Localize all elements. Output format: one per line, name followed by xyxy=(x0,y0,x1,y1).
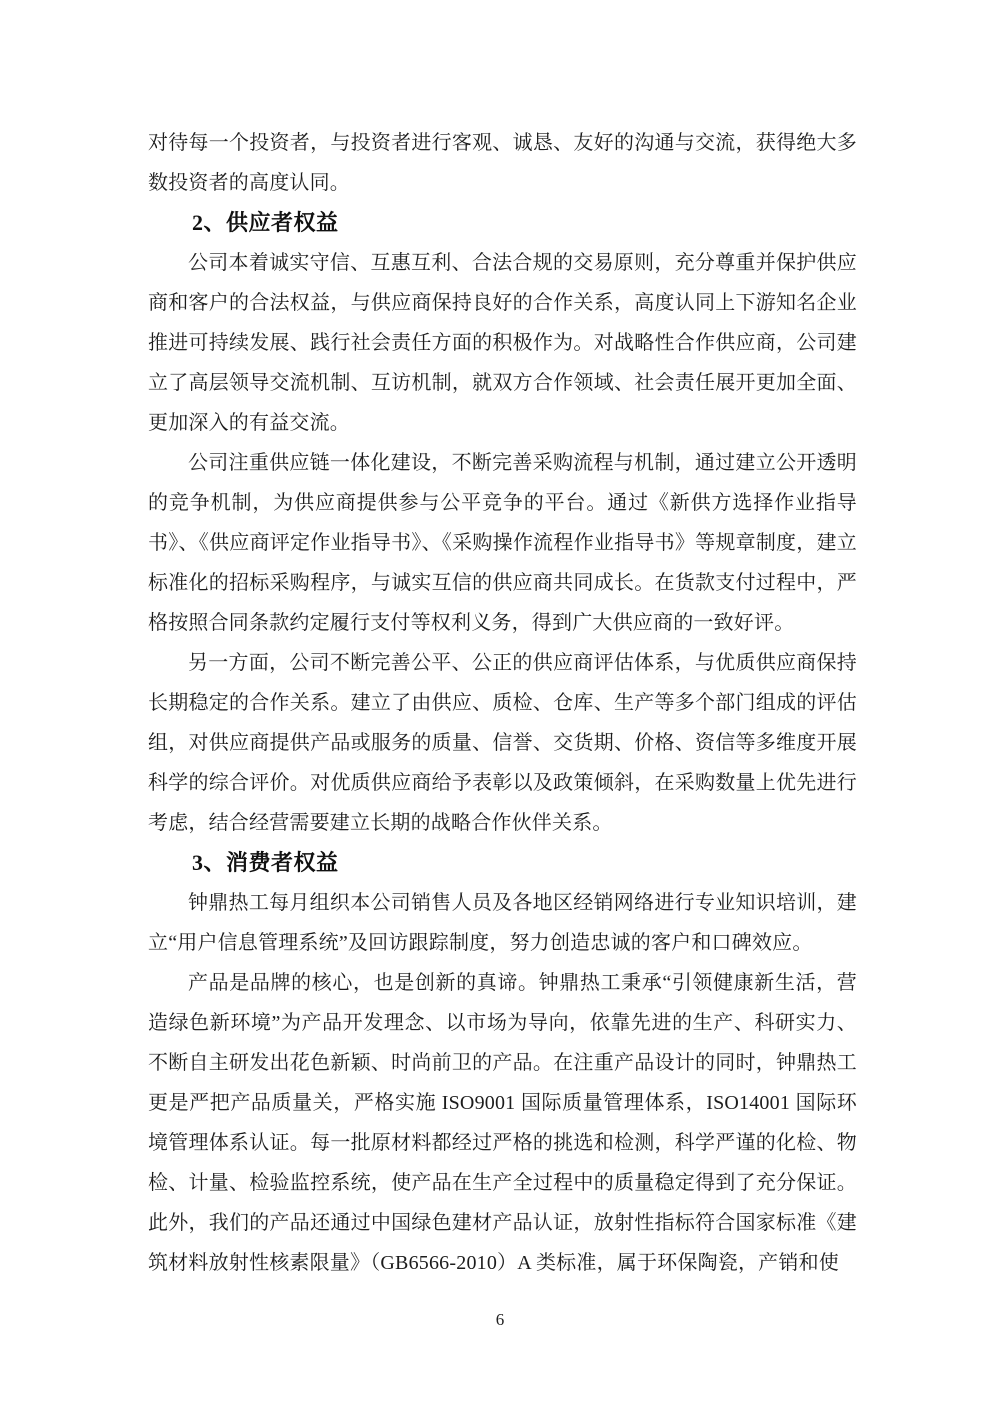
page-number: 6 xyxy=(495,1310,505,1329)
supplier-paragraph-1: 公司本着诚实守信、互惠互利、合法合规的交易原则，充分尊重并保护供应商和客户的合法权益，与供应商保持良好的合作关系，高度认同上下游知名企业推进可持续发展、践行社会责任方面的积极作为。对战略性合作供应商，公司建立了高层领导交流机制、互访机制，就双方合作领域、社会责任展开更加全面、更加深入的有益交流。 xyxy=(148,252,857,434)
consumer-paragraph-2: 产品是品牌的核心，也是创新的真谛。钟鼎热工秉承“引领健康新生活，营造绿色新环境”为产品开发理念、以市场为导向，依靠先进的生产、科研实力、不断自主研发出花色新颖、时尚前卫的产品。在注重产品设计的同时，钟鼎热工更是严把产品质量关，严格实施 ISO9001 国际质量管理体系，ISO14001 国际环境管理体系认证。每一批原材料都经过严格的挑选和检测，科学严谨的化检、物检、计量、检验监控系统，使产品在生产全过程中的质量稳定得到了充分保证。此外，我们的产品还通过中国绿色建材产品认证，放射性指标符合国家标准《建筑材料放射性核素限量》（GB6566-2010）A 类标准，属于环保陶瓷，产销和使 xyxy=(148,972,857,1274)
section-heading-supplier-rights: 2、供应者权益 xyxy=(192,210,339,235)
page-content xyxy=(148,123,857,1283)
supplier-paragraph-2: 公司注重供应链一体化建设，不断完善采购流程与机制，通过建立公开透明的竞争机制，为供应商提供参与公平竞争的平台。通过《新供方选择作业指导书》、《供应商评定作业指导书》、《采购操作流程作业指导书》等规章制度，建立标准化的招标采购程序，与诚实互信的供应商共同成长。在货款支付过程中，严格按照合同条款约定履行支付等权利义务，得到广大供应商的一致好评。 xyxy=(148,452,857,634)
supplier-paragraph-3: 另一方面，公司不断完善公平、公正的供应商评估体系，与优质供应商保持长期稳定的合作关系。建立了由供应、质检、仓库、生产等多个部门组成的评估组，对供应商提供产品或服务的质量、信誉、交货期、价格、资信等多维度开展科学的综合评价。对优质供应商给予表彰以及政策倾斜，在采购数量上优先进行考虑，结合经营需要建立长期的战略合作伙伴关系。 xyxy=(148,652,857,834)
consumer-paragraph-1: 钟鼎热工每月组织本公司销售人员及各地区经销网络进行专业知识培训，建立“用户信息管理系统”及回访跟踪制度，努力创造忠诚的客户和口碑效应。 xyxy=(148,892,857,954)
section-heading-consumer-rights: 3、消费者权益 xyxy=(192,850,339,875)
intro-paragraph: 对待每一个投资者，与投资者进行客观、诚恳、友好的沟通与交流，获得绝大多数投资者的高度认同。 xyxy=(148,132,857,194)
